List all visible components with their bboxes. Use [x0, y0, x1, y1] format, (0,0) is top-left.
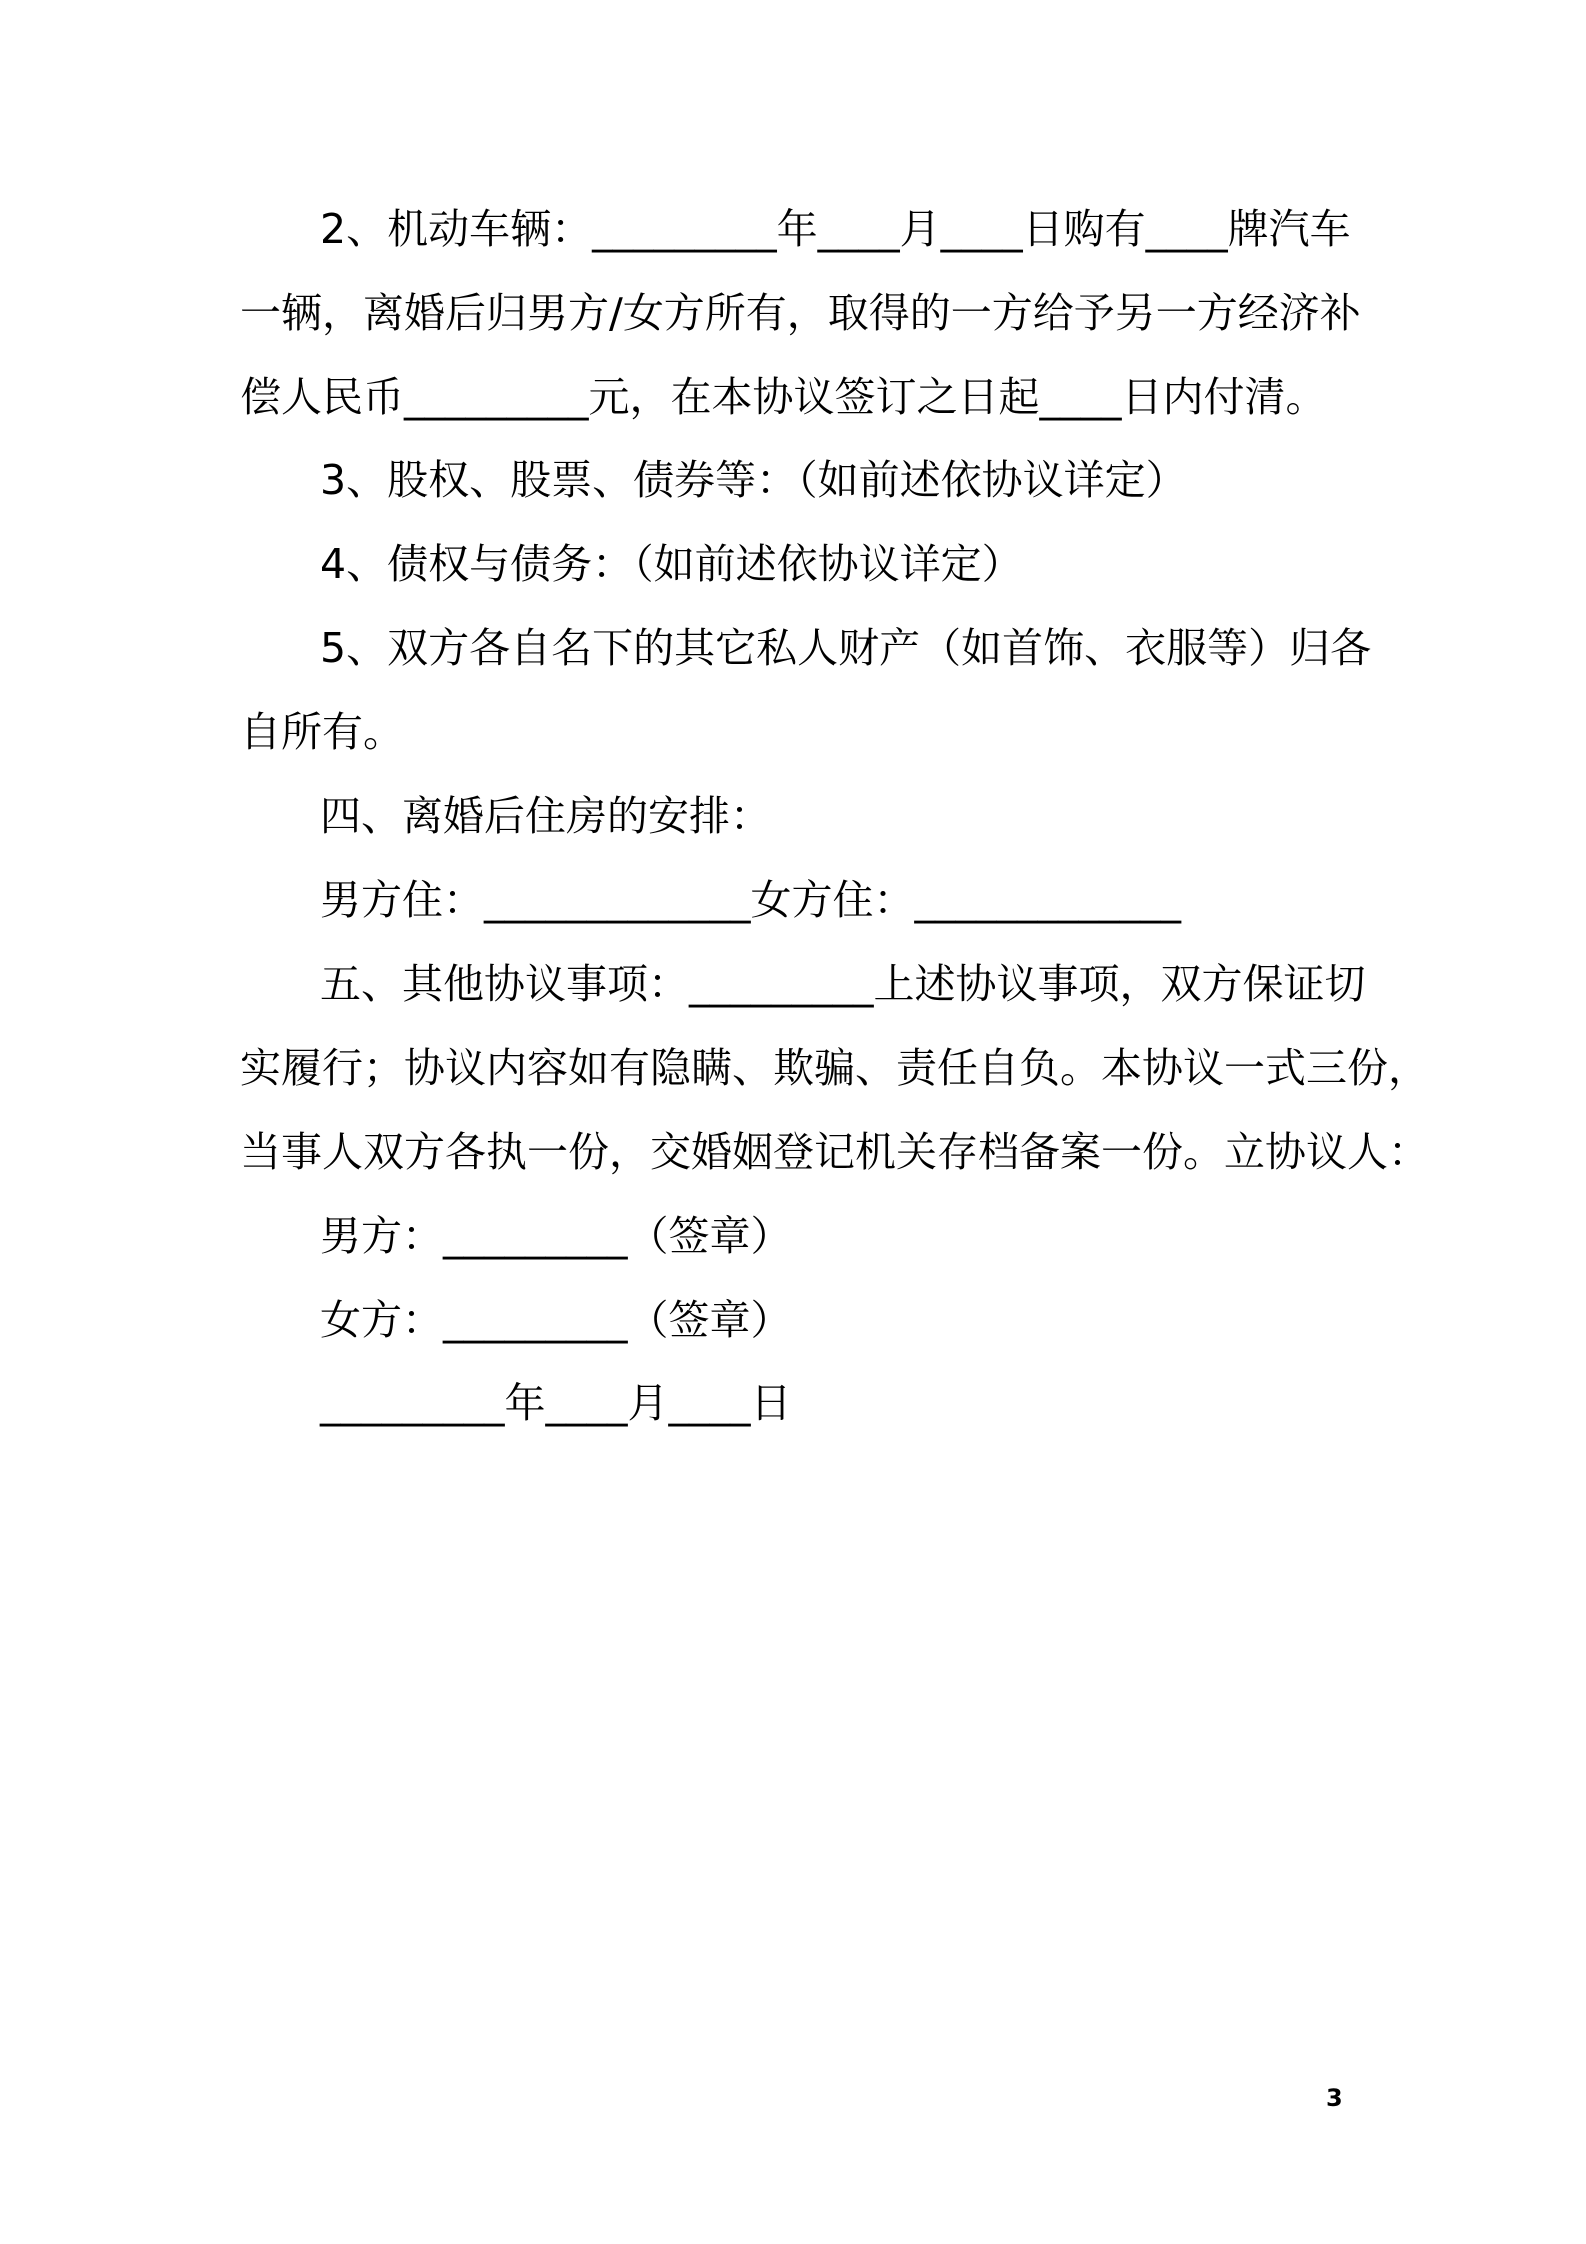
vehicle-clause-line-3: 偿人民币_________元，在本协议签订之日起____日内付清。	[240, 373, 1327, 421]
date-line: _________年____月____日	[320, 1379, 792, 1427]
equity-clause: 3、股权、股票、债券等：（如前述依协议详定）	[320, 456, 1187, 504]
female-signature-line: 女方：_________（签章）	[320, 1296, 792, 1344]
male-signature-line: 男方：_________（签章）	[320, 1212, 792, 1260]
housing-residence-line: 男方住：_____________女方住：_____________	[320, 876, 1181, 924]
other-matters-line-3: 当事人双方各执一份，交婚姻登记机关存档备案一份。立协议人：	[240, 1128, 1429, 1176]
debt-clause: 4、债权与债务：（如前述依协议详定）	[320, 540, 1023, 588]
other-matters-line-2: 实履行；协议内容如有隐瞒、欺骗、责任自负。本协议一式三份，	[240, 1044, 1429, 1092]
page-number: 3	[1326, 2084, 1343, 2112]
other-matters-line-1: 五、其他协议事项：_________上述协议事项，双方保证切	[320, 960, 1366, 1008]
vehicle-clause-line-1: 2、机动车辆：_________年____月____日购有____牌汽车	[320, 205, 1351, 253]
vehicle-clause-line-2: 一辆，离婚后归男方/女方所有，取得的一方给予另一方经济补	[240, 289, 1361, 337]
personal-property-clause-line-2: 自所有。	[240, 708, 404, 756]
personal-property-clause-line-1: 5、双方各自名下的其它私人财产（如首饰、衣服等）归各	[320, 624, 1372, 672]
housing-section-heading: 四、离婚后住房的安排：	[320, 792, 771, 840]
